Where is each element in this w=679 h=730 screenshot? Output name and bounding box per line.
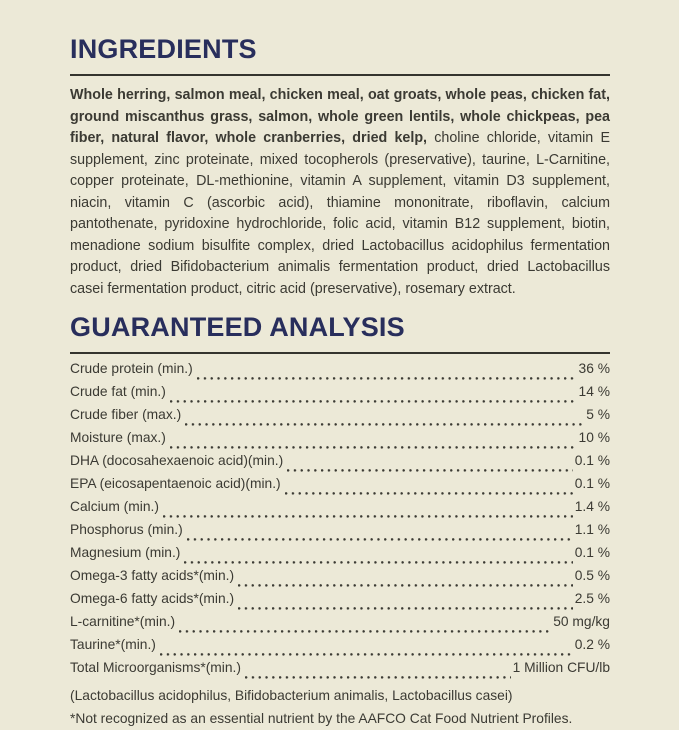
analysis-row-dha: [70, 453, 610, 476]
row-label: Crude fiber (max.): [70, 407, 182, 422]
dot-leader: [184, 561, 572, 564]
dot-leader: [170, 400, 577, 403]
dot-leader: [187, 538, 573, 541]
row-label: Magnesium (min.): [70, 545, 181, 560]
row-label: Taurine*(min.): [70, 637, 156, 652]
analysis-row-lcarnitine: [70, 614, 610, 637]
row-value: 5 %: [586, 407, 610, 422]
row-label: Moisture (max.): [70, 430, 166, 445]
dot-leader: [179, 630, 551, 633]
microorganisms-detail: (Lactobacillus acidophilus, Bifidobacterium animalis, Lactobacillus casei): [70, 688, 513, 703]
ingredients-lead-bold: Whole herring, salmon meal, chicken meal, oat groats, whole peas, chicken fat, ground miscanthus grass, salmon, whole green lentils, whole chickpeas, pea fiber, natural flavor, whole cranberries, dried kelp,: [70, 87, 610, 146]
row-label: Crude fat (min.): [70, 384, 166, 399]
analysis-row-epa: [70, 476, 610, 499]
row-value: 0.1 %: [574, 453, 610, 468]
row-value: 10 %: [578, 430, 610, 445]
row-label: EPA (eicosapentaenoic acid)(min.): [70, 476, 281, 491]
row-label: Calcium (min.): [70, 499, 159, 514]
analysis-row-crude-fiber: [70, 407, 610, 430]
row-value: 0.5 %: [574, 568, 610, 583]
aafco-footnote: *Not recognized as an essential nutrient by the AAFCO Cat Food Nutrient Profiles.: [70, 711, 573, 726]
dot-leader: [163, 515, 573, 518]
analysis-row-phosphorus: [70, 522, 610, 545]
row-label: L-carnitine*(min.): [70, 614, 176, 629]
guaranteed-analysis-heading: GUARANTEED ANALYSIS: [70, 312, 405, 342]
row-label: DHA (docosahexaenoic acid)(min.): [70, 453, 284, 468]
row-value: 0.1 %: [574, 476, 610, 491]
row-value: 50 mg/kg: [553, 614, 610, 629]
row-value: 2.5 %: [574, 591, 610, 606]
ingredients-paragraph: [70, 85, 610, 300]
ingredients-heading: INGREDIENTS: [70, 34, 257, 64]
analysis-row-total-microorganisms: [70, 660, 610, 683]
analysis-row-omega3: [70, 568, 610, 591]
ingredients-divider: [70, 74, 610, 76]
row-value: 36 %: [578, 361, 610, 376]
row-value: 0.2 %: [574, 637, 610, 652]
row-value: 0.1 %: [574, 545, 610, 560]
analysis-row-moisture: [70, 430, 610, 453]
row-value: 14 %: [578, 384, 610, 399]
guaranteed-analysis-table: [70, 361, 610, 730]
analysis-row-magnesium: [70, 545, 610, 568]
dot-leader: [160, 653, 573, 656]
analysis-divider: [70, 352, 610, 354]
analysis-row-calcium: [70, 499, 610, 522]
analysis-row-crude-fat: [70, 384, 610, 407]
row-label: Total Microorganisms*(min.): [70, 660, 241, 675]
analysis-row-omega6: [70, 591, 610, 614]
row-value: 1 Million CFU/lb: [512, 660, 610, 675]
ingredients-rest: choline chloride, vitamin E supplement, zinc proteinate, mixed tocopherols (preservative), taurine, L-Carnitine, copper proteinate, DL-methionine, vitamin A supplement, vitamin D3 supplement, niacin, vitamin C (ascorbic acid), thiamine mononitrate, riboflavin, calcium pantothenate, pyridoxine hydrochloride, folic acid, vitamin B12 supplement, biotin, menadione sodium bisulfite complex, dried Lactobacillus acidophilus fermentation product, dried Bifidobacterium animalis fermentation product, dried Lactobacillus casei fermentation product, citric acid (preservative), rosemary extract.: [70, 130, 610, 297]
analysis-row-crude-protein: [70, 361, 610, 384]
row-label: Omega-6 fatty acids*(min.): [70, 591, 235, 606]
row-value: 1.1 %: [574, 522, 610, 537]
dot-leader: [185, 423, 584, 426]
dot-leader: [170, 446, 577, 449]
dot-leader: [285, 492, 573, 495]
row-label: Phosphorus (min.): [70, 522, 183, 537]
dot-leader: [238, 584, 573, 587]
dot-leader: [197, 377, 577, 380]
row-value: 1.4 %: [574, 499, 610, 514]
dot-leader: [287, 469, 573, 472]
row-label: Crude protein (min.): [70, 361, 193, 376]
dot-leader: [238, 607, 573, 610]
analysis-row-taurine: [70, 637, 610, 660]
row-label: Omega-3 fatty acids*(min.): [70, 568, 235, 583]
